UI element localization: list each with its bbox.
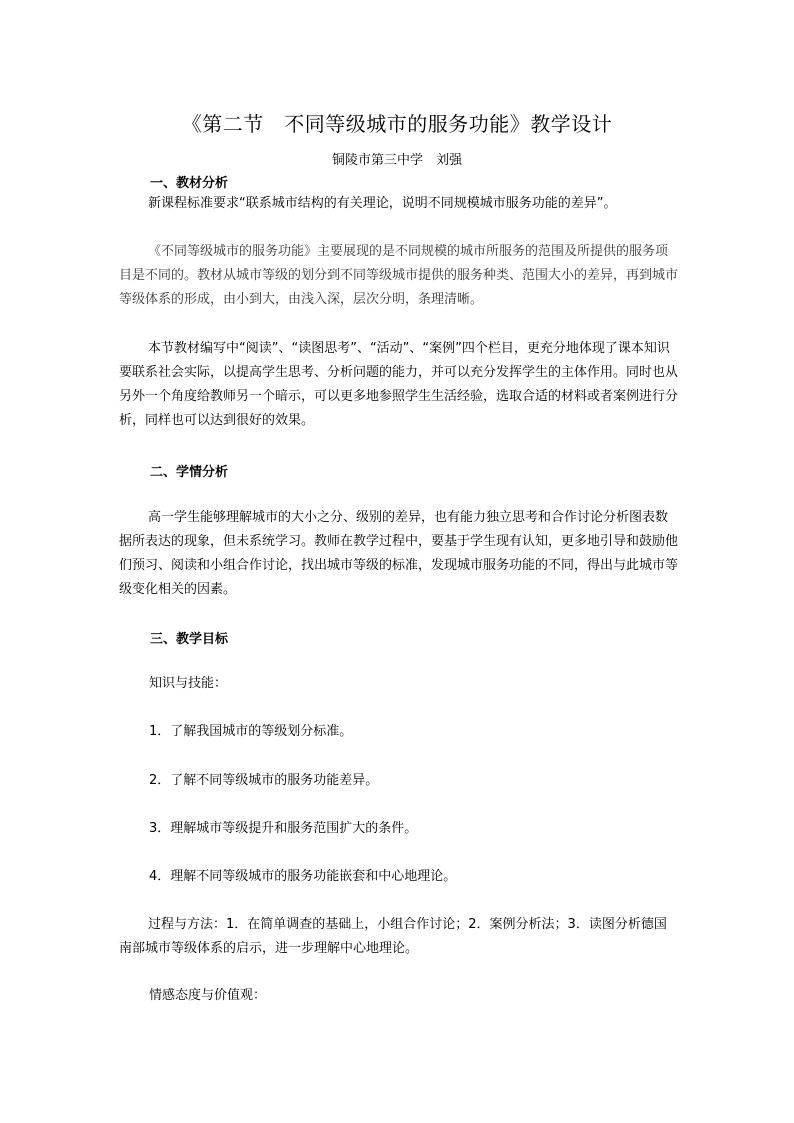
- objective-item-4: 4．理解不同等级城市的服务功能嵌套和中心地理论。: [149, 869, 457, 884]
- objective-item-2: 2．了解不同等级城市的服务功能差异。: [149, 773, 379, 788]
- document-author: 铜陵市第三中学 刘强: [331, 153, 462, 168]
- objective-item-1: 1．了解我国城市的等级划分标准。: [149, 724, 353, 739]
- section-heading-teaching-objectives: 三、教学目标: [150, 632, 229, 647]
- paragraph-textbook-content: 《不同等级城市的服务功能》主要展现的是不同规模的城市所服务的范围及所提供的服务项目是不同的。教材从城市等级的划分到不同等级城市提供的服务种类、范围大小的差异，再到城市等级体系的形成，由小到大，由浅入深，层次分明，条理清晰。: [119, 244, 679, 307]
- paragraph-student-analysis: 高一学生能够理解城市的大小之分、级别的差异，也有能力独立思考和合作讨论分析图表数据所表达的现象，但未系统学习。教师在教学过程中，要基于学生现有认知，更多地引导和鼓励他们预习、阅读和小组合作讨论，找出城市等级的标准，发现城市服务功能的不同，得出与此城市等级变化相关的因素。: [119, 510, 679, 597]
- emotion-values-label: 情感态度与价值观：: [149, 988, 267, 1003]
- section-heading-student-analysis: 二、学情分析: [150, 465, 229, 480]
- paragraph-curriculum-standard: 新课程标准要求“联系城市结构的有关理论，说明不同规模城市服务功能的差异”。: [148, 196, 617, 211]
- objective-item-3: 3．理解城市等级提升和服务范围扩大的条件。: [149, 821, 418, 836]
- paragraph-textbook-columns: 本节教材编写中“阅读”、“读图思考”、“活动”、“案例”四个栏目，更充分地体现了课本知识要联系社会实际，以提高学生思考、分析问题的能力，并可以充分发挥学生的主体作用。同时也从另外一个角度给教师另一个暗示，可以更多地参照学生生活经验，选取合适的材料或者案例进行分析，同样也可以达到很好的效果。: [119, 341, 679, 428]
- document-title: 《第二节 不同等级城市的服务功能》教学设计: [181, 112, 613, 136]
- section-heading-textbook-analysis: 一、教材分析: [150, 176, 229, 191]
- paragraph-process-methods: 过程与方法：1．在简单调查的基础上，小组合作讨论；2．案例分析法；3．读图分析德国南部城市等级体系的启示，进一步理解中心地理论。: [119, 917, 667, 956]
- knowledge-skills-label: 知识与技能：: [149, 676, 228, 691]
